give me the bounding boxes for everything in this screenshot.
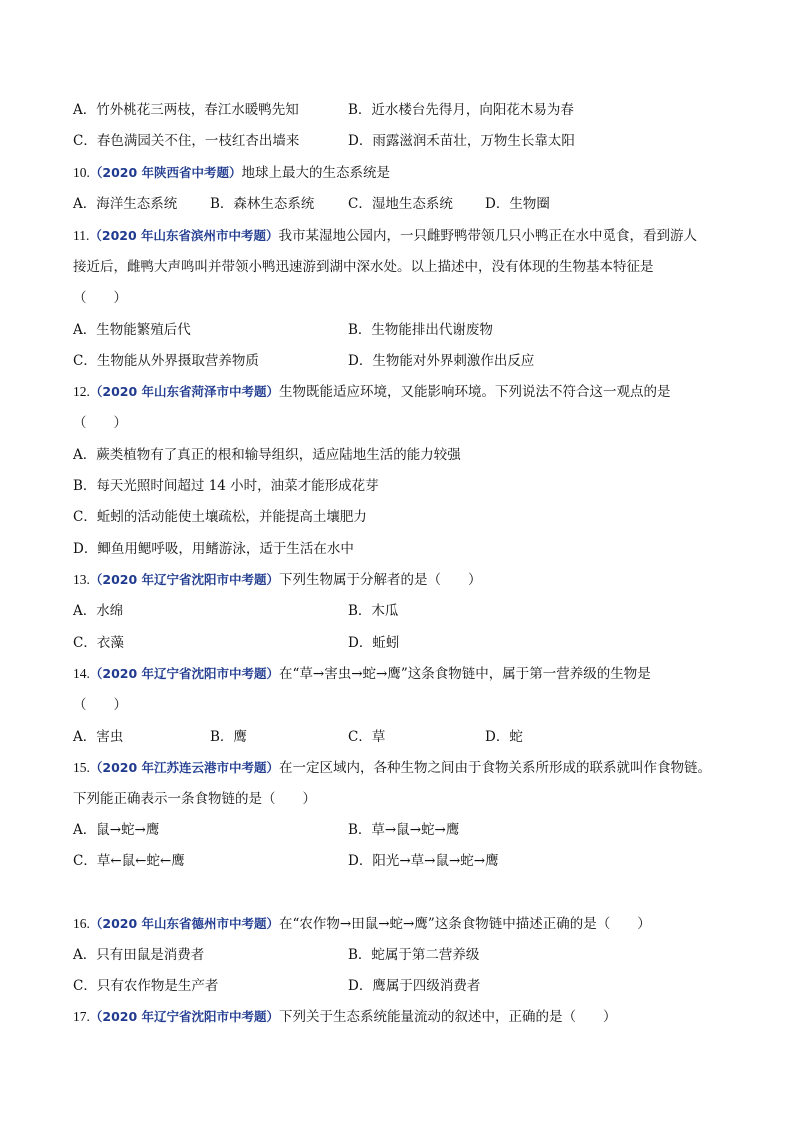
q9-option-d: D．雨露滋润禾苗壮，万物生长靠太阳 bbox=[348, 133, 575, 149]
q12-option-b: B．每天光照时间超过 14 小时，油菜才能形成花芽 bbox=[73, 478, 379, 494]
q12-option-d: D．鲫鱼用鳃呼吸，用鳍游泳，适于生活在水中 bbox=[73, 541, 354, 557]
q11-option-a: A．生物能繁殖后代 bbox=[73, 322, 191, 338]
q14-option-b: B．鹰 bbox=[210, 729, 247, 745]
q10-option-a: A．海洋生态系统 bbox=[73, 196, 178, 212]
q13-number: 13. bbox=[73, 572, 90, 587]
q13-source: （2020 年辽宁省沈阳市中考题） bbox=[89, 572, 280, 587]
q15-option-d: D．阳光→草→鼠→蛇→鹰 bbox=[348, 853, 499, 869]
q16-stem bbox=[73, 914, 651, 934]
q13-option-a: A．水绵 bbox=[73, 603, 124, 619]
q15-option-b: B．草→鼠→蛇→鹰 bbox=[348, 822, 460, 838]
q13-stem bbox=[73, 570, 482, 590]
q16-option-c: C．只有农作物是生产者 bbox=[73, 978, 219, 994]
q11-number: 11. bbox=[73, 228, 90, 243]
q15-source: （2020 年江苏连云港市中考题） bbox=[89, 760, 280, 775]
q10-text: 地球上最大的生态系统是 bbox=[241, 165, 391, 181]
q16-source: （2020 年山东省德州市中考题） bbox=[89, 916, 280, 931]
q16-option-a: A．只有田鼠是消费者 bbox=[73, 947, 205, 963]
q12-stem bbox=[73, 382, 671, 402]
q11-stem-line1 bbox=[73, 226, 697, 246]
q14-answer-blank: （ ） bbox=[73, 697, 127, 713]
q15-stem-line2: 下列能正确表示一条食物链的是（ ） bbox=[73, 791, 316, 807]
q11-option-d: D．生物能对外界刺激作出反应 bbox=[348, 353, 535, 369]
q14-number: 14. bbox=[73, 666, 90, 681]
q16-text: 在“农作物→田鼠→蛇→鹰”这条食物链中描述正确的是（ ） bbox=[279, 916, 651, 932]
q13-option-c: C．衣藻 bbox=[73, 635, 124, 651]
q10-number: 10. bbox=[73, 165, 90, 180]
q15-option-c: C．草←鼠←蛇←鹰 bbox=[73, 853, 185, 869]
q15-text-1: 在一定区域内，各种生物之间由于食物关系所形成的联系就叫作食物链。 bbox=[279, 760, 712, 776]
q13-option-b: B．木瓜 bbox=[348, 603, 399, 619]
q10-stem bbox=[73, 163, 390, 183]
q12-option-c: C．蚯蚓的活动能使土壤疏松，并能提高土壤肥力 bbox=[73, 509, 367, 525]
q14-option-a: A．害虫 bbox=[73, 729, 124, 745]
q17-text: 下列关于生态系统能量流动的叙述中，正确的是（ ） bbox=[279, 1009, 617, 1025]
q15-number: 15. bbox=[73, 760, 90, 775]
q11-source: （2020 年山东省滨州市中考题） bbox=[89, 228, 279, 243]
q10-option-b: B．森林生态系统 bbox=[210, 196, 315, 212]
q11-option-c: C．生物能从外界摄取营养物质 bbox=[73, 353, 259, 369]
q14-option-d: D．蛇 bbox=[485, 729, 523, 745]
q13-option-d: D．蚯蚓 bbox=[348, 635, 400, 651]
q11-text-1: 我市某湿地公园内，一只雌野鸭带领几只小鸭正在水中觅食，看到游人 bbox=[278, 228, 698, 244]
q14-text: 在“草→害虫→蛇→鹰”这条食物链中，属于第一营养级的生物是 bbox=[279, 666, 651, 682]
q9-option-b: B．近水楼台先得月，向阳花木易为春 bbox=[348, 102, 574, 118]
q11-stem-line2: 接近后，雌鸭大声鸣叫并带领小鸭迅速游到湖中深水处。以上描述中，没有体现的生物基本特征是 bbox=[73, 259, 654, 275]
q17-number: 17. bbox=[73, 1009, 90, 1024]
q12-text: 生物既能适应环境，又能影响环境。下列说法不符合这一观点的是 bbox=[279, 384, 671, 400]
q11-answer-blank: （ ） bbox=[73, 290, 127, 306]
q12-answer-blank: （ ） bbox=[73, 415, 127, 431]
q12-option-a: A．蕨类植物有了真正的根和输导组织，适应陆地生活的能力较强 bbox=[73, 447, 461, 463]
q16-number: 16. bbox=[73, 916, 90, 931]
q12-source: （2020 年山东省菏泽市中考题） bbox=[89, 384, 280, 399]
q14-option-c: C．草 bbox=[348, 729, 386, 745]
q15-stem-line1 bbox=[73, 758, 711, 778]
q9-option-a: A．竹外桃花三两枝，春江水暖鸭先知 bbox=[73, 102, 299, 118]
q13-text: 下列生物属于分解者的是（ ） bbox=[279, 572, 482, 588]
q14-stem bbox=[73, 664, 651, 684]
q14-source: （2020 年辽宁省沈阳市中考题） bbox=[89, 666, 280, 681]
q16-option-d: D．鹰属于四级消费者 bbox=[348, 978, 481, 994]
q15-option-a: A．鼠→蛇→鹰 bbox=[73, 822, 160, 838]
q10-source: （2020 年陕西省中考题） bbox=[89, 165, 242, 180]
q17-source: （2020 年辽宁省沈阳市中考题） bbox=[89, 1009, 280, 1024]
q10-option-d: D．生物圈 bbox=[485, 196, 550, 212]
q16-option-b: B．蛇属于第二营养级 bbox=[348, 947, 480, 963]
q10-option-c: C．湿地生态系统 bbox=[348, 196, 453, 212]
q17-stem bbox=[73, 1007, 617, 1027]
q9-option-c: C．春色满园关不住，一枝红杏出墙来 bbox=[73, 133, 300, 149]
q12-number: 12. bbox=[73, 384, 90, 399]
q11-option-b: B．生物能排出代谢废物 bbox=[348, 322, 493, 338]
